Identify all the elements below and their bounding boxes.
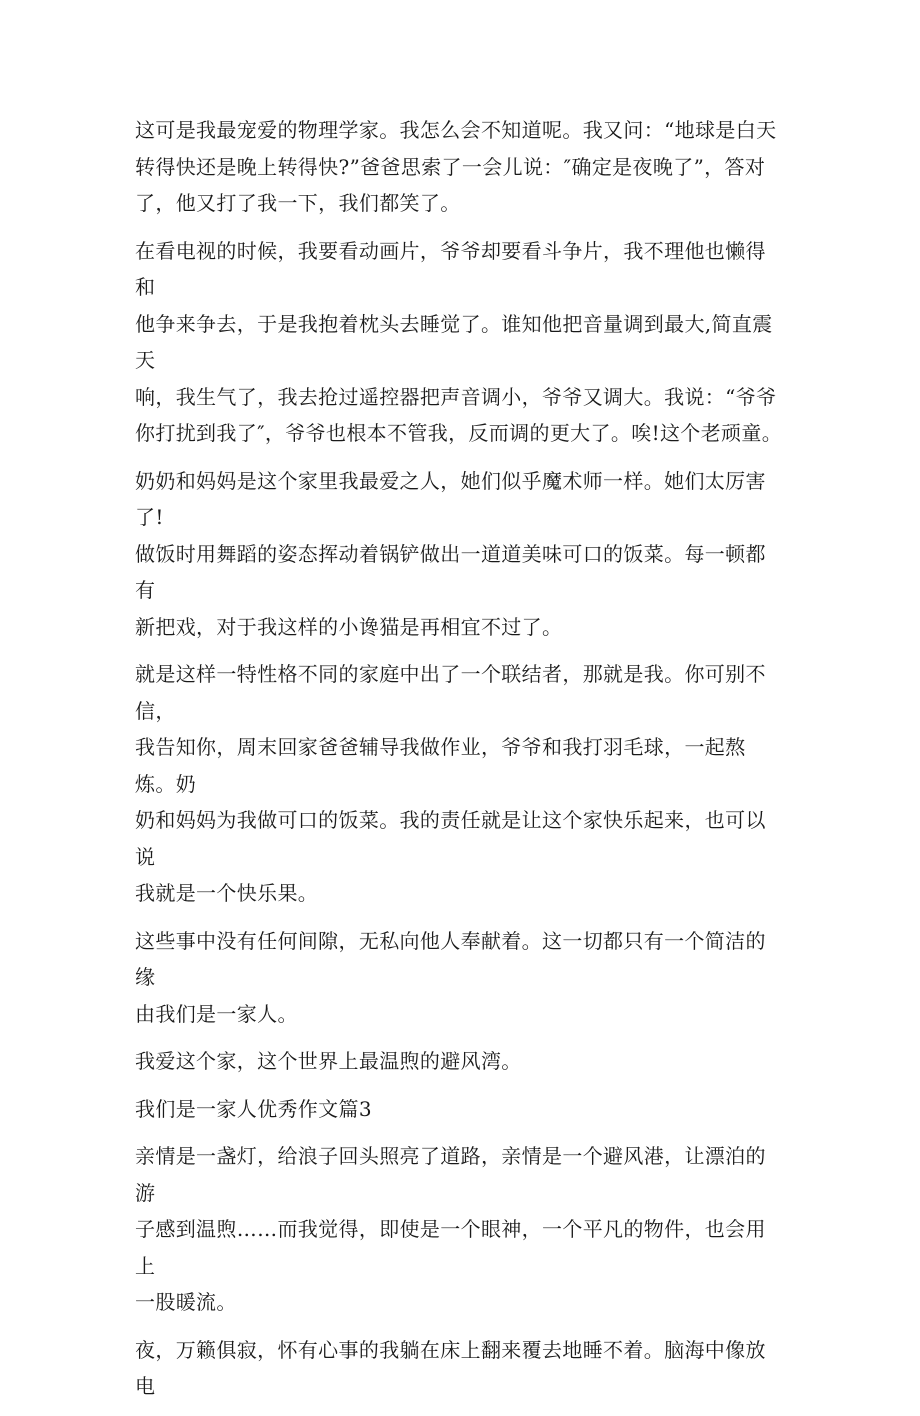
paragraph-night: 夜，万籁俱寂，怀有心事的我躺在床上翻来覆去地睡不着。脑海中像放电 (135, 1337, 766, 1398)
document-body (135, 112, 785, 1416)
paragraph-connector: 就是这样一特性格不同的家庭中出了一个联结者，那就是我。你可别不信， 我告知你，周末回家爸爸辅导我做作业，爷爷和我打羽毛球，一起熬炼。奶 奶和妈妈为我做可口的饭菜。我的责任就是让这个家快乐起来，也可以说 我就是一个快乐果。 (135, 662, 766, 905)
paragraph-one-family: 这些事中没有任何间隙，无私向他人奉献着。这一切都只有一个简洁的缘 由我们是一家人。 (135, 928, 766, 1026)
paragraph-physicist-dad: 这可是我最宠爱的物理学家。我怎么会不知道呢。我又问：“地球是白天 转得快还是晚上转得快?”爸爸思索了一会儿说：″确定是夜晚了”，答对 了，他又打了我一下，我们都笑了。 (135, 118, 777, 215)
paragraph-family-love-lamp: 亲情是一盏灯，给浪子回头照亮了道路，亲情是一个避风港，让漂泊的游 子感到温煦……而我觉得，即使是一个眼神，一个平凡的物件，也会用上 一股暖流。 (135, 1144, 766, 1314)
paragraph-grandma-mom: 奶奶和妈妈是这个家里我最爱之人，她们似乎魔术师一样。她们太厉害了! 做饭时用舞蹈的姿态挥动着锅铲做出一道道美味可口的饭菜。每一顿都有 新把戏，对于我这样的小谗猫是再相宜不过了。 (135, 468, 766, 639)
section-heading: 我们是一家人优秀作文篇3 (135, 1096, 372, 1121)
paragraph-tv-grandpa: 在看电视的时候，我要看动画片，爷爷却要看斗争片，我不理他也懒得和 他争来争去，于是我抱着枕头去睡觉了。谁知他把音量调到最大,简直震天 响，我生气了，我去抢过遥控器把声音调小，爷爷又调大。我说：“爷爷 你打扰到我了″，爷爷也根本不管我，反而调的更大了。唉!这个老顽童。 (135, 238, 783, 445)
paragraph-love-home: 我爱这个家，这个世界上最温煦的避风湾。 (135, 1049, 522, 1073)
